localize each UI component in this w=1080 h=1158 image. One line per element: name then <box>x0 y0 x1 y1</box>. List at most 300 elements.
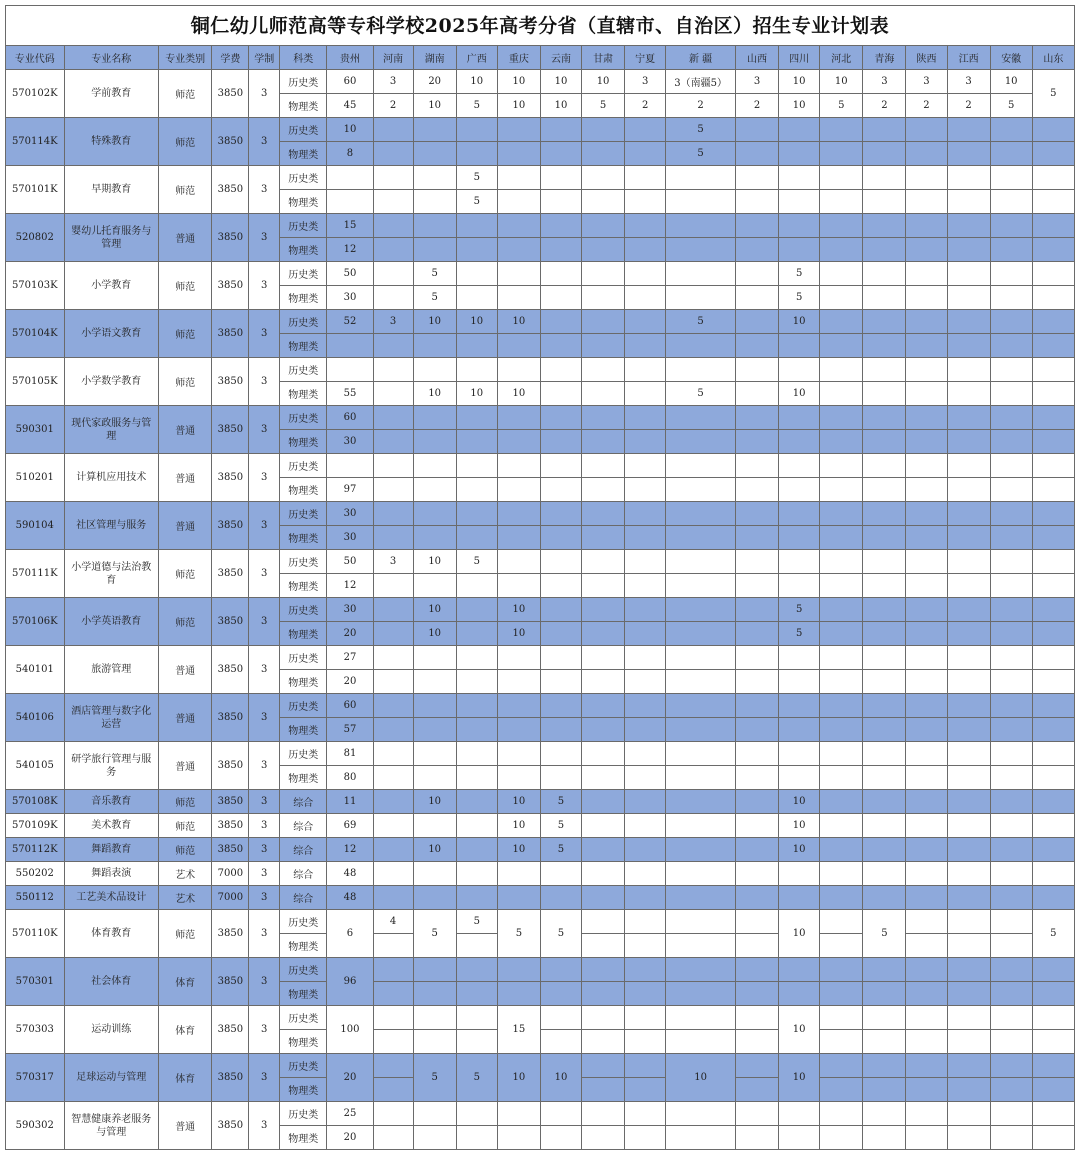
quota-cell <box>779 502 820 526</box>
quota-cell <box>863 382 906 406</box>
quota-cell <box>540 958 581 982</box>
quota-cell: 2 <box>373 94 413 118</box>
header-province: 贵州 <box>327 46 373 70</box>
quota-cell <box>582 982 625 1006</box>
quota-cell <box>413 958 456 982</box>
quota-cell <box>779 238 820 262</box>
quota-cell <box>373 238 413 262</box>
major-type: 普通 <box>159 694 212 742</box>
quota-cell: 5 <box>779 262 820 286</box>
quota-cell <box>990 310 1032 334</box>
quota-cell <box>990 478 1032 502</box>
quota-cell <box>990 334 1032 358</box>
quota-cell <box>736 766 779 790</box>
quota-cell: 3 <box>373 310 413 334</box>
track-label: 历史类 <box>280 214 327 238</box>
quota-cell: 15 <box>497 1006 540 1054</box>
quota-cell <box>373 1006 413 1030</box>
quota-cell <box>736 1054 779 1078</box>
quota-cell <box>906 310 947 334</box>
track-label: 物理类 <box>280 622 327 646</box>
major-type: 普通 <box>159 1102 212 1150</box>
quota-cell: 5 <box>820 94 863 118</box>
major-years: 3 <box>249 550 280 598</box>
quota-cell <box>990 790 1032 814</box>
quota-cell: 10 <box>497 790 540 814</box>
major-code: 570110K <box>6 910 65 958</box>
major-code: 520802 <box>6 214 65 262</box>
quota-cell <box>906 862 947 886</box>
quota-cell <box>863 1054 906 1078</box>
quota-cell <box>625 1054 666 1078</box>
table-row <box>6 550 1075 574</box>
major-code: 570109K <box>6 814 65 838</box>
quota-cell <box>736 1102 779 1126</box>
quota-cell <box>820 214 863 238</box>
quota-cell <box>947 910 990 934</box>
quota-cell <box>820 1102 863 1126</box>
quota-cell: 10 <box>540 70 581 94</box>
major-fee: 7000 <box>212 886 249 910</box>
major-type: 体育 <box>159 1006 212 1054</box>
quota-cell <box>666 910 736 934</box>
quota-cell <box>456 718 497 742</box>
quota-cell <box>373 1078 413 1102</box>
quota-cell <box>666 550 736 574</box>
major-years: 3 <box>249 262 280 310</box>
major-name: 小学道德与法治教育 <box>64 550 158 598</box>
quota-cell <box>863 958 906 982</box>
quota-cell <box>582 694 625 718</box>
quota-cell <box>947 262 990 286</box>
quota-cell <box>863 1030 906 1054</box>
quota-cell <box>990 838 1032 862</box>
quota-cell <box>820 766 863 790</box>
quota-cell <box>1032 838 1074 862</box>
quota-cell <box>413 214 456 238</box>
quota-cell <box>906 790 947 814</box>
quota-cell <box>582 838 625 862</box>
quota-cell <box>540 718 581 742</box>
quota-cell <box>820 1030 863 1054</box>
quota-cell <box>1032 886 1074 910</box>
quota-cell: 60 <box>327 70 373 94</box>
quota-cell <box>456 1102 497 1126</box>
quota-cell: 10 <box>779 1054 820 1102</box>
major-fee: 3850 <box>212 742 249 790</box>
quota-cell <box>990 550 1032 574</box>
quota-cell <box>582 814 625 838</box>
quota-cell: 57 <box>327 718 373 742</box>
quota-cell <box>1032 382 1074 406</box>
quota-cell <box>373 574 413 598</box>
quota-cell: 20 <box>327 1126 373 1150</box>
quota-cell <box>497 670 540 694</box>
quota-cell <box>582 382 625 406</box>
quota-cell <box>582 1126 625 1150</box>
quota-cell <box>373 742 413 766</box>
quota-cell <box>1032 214 1074 238</box>
quota-cell <box>456 574 497 598</box>
quota-cell <box>820 166 863 190</box>
major-code: 570108K <box>6 790 65 814</box>
quota-cell <box>820 910 863 934</box>
quota-cell <box>736 430 779 454</box>
track-label: 历史类 <box>280 550 327 574</box>
quota-cell <box>456 334 497 358</box>
quota-cell <box>990 1030 1032 1054</box>
quota-cell <box>540 262 581 286</box>
quota-cell: 5 <box>540 838 581 862</box>
quota-cell <box>582 166 625 190</box>
quota-cell <box>373 886 413 910</box>
track-label: 历史类 <box>280 454 327 478</box>
quota-cell <box>779 646 820 670</box>
track-label: 物理类 <box>280 478 327 502</box>
quota-cell <box>990 982 1032 1006</box>
quota-cell <box>456 142 497 166</box>
quota-cell <box>820 670 863 694</box>
quota-cell <box>779 1126 820 1150</box>
major-code: 570106K <box>6 598 65 646</box>
quota-cell <box>906 838 947 862</box>
track-label: 历史类 <box>280 958 327 982</box>
header-province: 山东 <box>1032 46 1074 70</box>
quota-cell <box>666 598 736 622</box>
quota-cell <box>666 1126 736 1150</box>
quota-cell <box>990 1078 1032 1102</box>
table-row <box>6 454 1075 478</box>
major-name: 酒店管理与数字化运营 <box>64 694 158 742</box>
quota-cell <box>947 718 990 742</box>
header-province: 江西 <box>947 46 990 70</box>
quota-cell <box>666 166 736 190</box>
quota-cell <box>625 454 666 478</box>
major-fee: 3850 <box>212 118 249 166</box>
quota-cell: 5 <box>863 910 906 958</box>
quota-cell <box>906 814 947 838</box>
quota-cell <box>373 454 413 478</box>
quota-cell <box>497 766 540 790</box>
quota-cell <box>540 550 581 574</box>
quota-cell <box>947 766 990 790</box>
quota-cell <box>947 886 990 910</box>
track-label: 历史类 <box>280 166 327 190</box>
quota-cell <box>947 382 990 406</box>
major-name: 美术教育 <box>64 814 158 838</box>
track-label: 物理类 <box>280 382 327 406</box>
quota-cell <box>990 502 1032 526</box>
quota-cell <box>863 406 906 430</box>
quota-cell <box>947 286 990 310</box>
major-type: 师范 <box>159 598 212 646</box>
quota-cell <box>990 910 1032 934</box>
quota-cell <box>625 742 666 766</box>
quota-cell <box>736 526 779 550</box>
quota-cell <box>990 166 1032 190</box>
quota-cell <box>863 862 906 886</box>
header-type: 专业类别 <box>159 46 212 70</box>
quota-cell <box>1032 862 1074 886</box>
major-years: 3 <box>249 742 280 790</box>
header-province: 安徽 <box>990 46 1032 70</box>
header-province: 山西 <box>736 46 779 70</box>
quota-cell <box>863 118 906 142</box>
quota-cell <box>373 646 413 670</box>
quota-cell: 30 <box>327 430 373 454</box>
quota-cell <box>863 166 906 190</box>
quota-cell <box>497 430 540 454</box>
quota-cell <box>1032 622 1074 646</box>
quota-cell <box>456 934 497 958</box>
quota-cell <box>540 574 581 598</box>
quota-cell <box>820 814 863 838</box>
quota-cell <box>736 262 779 286</box>
major-fee: 3850 <box>212 1006 249 1054</box>
quota-cell: 50 <box>327 262 373 286</box>
quota-cell <box>990 1054 1032 1078</box>
quota-cell <box>779 670 820 694</box>
quota-cell <box>990 238 1032 262</box>
track-label: 综合 <box>280 886 327 910</box>
quota-cell <box>666 1006 736 1030</box>
track-label: 物理类 <box>280 430 327 454</box>
quota-cell <box>947 694 990 718</box>
quota-cell <box>820 1126 863 1150</box>
quota-cell <box>373 838 413 862</box>
quota-cell <box>863 238 906 262</box>
quota-cell <box>666 622 736 646</box>
quota-cell <box>625 838 666 862</box>
quota-cell <box>947 982 990 1006</box>
track-label: 历史类 <box>280 646 327 670</box>
quota-cell: 2 <box>625 94 666 118</box>
quota-cell <box>413 694 456 718</box>
quota-cell <box>373 166 413 190</box>
quota-cell: 10 <box>413 622 456 646</box>
quota-cell <box>736 214 779 238</box>
quota-cell <box>540 502 581 526</box>
quota-cell <box>820 646 863 670</box>
quota-cell <box>1032 142 1074 166</box>
quota-cell <box>1032 334 1074 358</box>
quota-cell <box>456 358 497 382</box>
quota-cell <box>582 310 625 334</box>
quota-cell: 5 <box>666 118 736 142</box>
quota-cell <box>373 598 413 622</box>
quota-cell <box>666 790 736 814</box>
quota-cell <box>779 526 820 550</box>
quota-cell <box>863 814 906 838</box>
quota-cell <box>947 670 990 694</box>
quota-cell <box>820 190 863 214</box>
quota-cell <box>582 190 625 214</box>
quota-cell <box>990 358 1032 382</box>
quota-cell <box>1032 718 1074 742</box>
major-type: 师范 <box>159 838 212 862</box>
quota-cell <box>625 526 666 550</box>
quota-cell: 5 <box>413 286 456 310</box>
quota-cell <box>820 886 863 910</box>
quota-cell <box>906 1006 947 1030</box>
quota-cell <box>373 1126 413 1150</box>
quota-cell <box>906 118 947 142</box>
quota-cell: 5 <box>540 910 581 958</box>
quota-cell <box>497 406 540 430</box>
track-label: 历史类 <box>280 1006 327 1030</box>
quota-cell <box>990 958 1032 982</box>
quota-cell <box>820 934 863 958</box>
quota-cell <box>456 406 497 430</box>
quota-cell <box>906 574 947 598</box>
quota-cell <box>666 502 736 526</box>
quota-cell <box>990 262 1032 286</box>
quota-cell <box>497 646 540 670</box>
header-province: 新 疆 <box>666 46 736 70</box>
quota-cell <box>625 862 666 886</box>
table-title: 铜仁幼儿师范高等专科学校2025年高考分省（直辖市、自治区）招生专业计划表 <box>5 5 1075 45</box>
quota-cell <box>779 478 820 502</box>
quota-cell <box>456 646 497 670</box>
quota-cell <box>373 790 413 814</box>
quota-cell <box>906 742 947 766</box>
quota-cell <box>625 1126 666 1150</box>
major-type: 体育 <box>159 958 212 1006</box>
quota-cell: 20 <box>327 1054 373 1102</box>
major-name: 音乐教育 <box>64 790 158 814</box>
quota-cell: 15 <box>327 214 373 238</box>
quota-cell <box>456 982 497 1006</box>
quota-cell <box>413 190 456 214</box>
track-label: 历史类 <box>280 910 327 934</box>
quota-cell <box>625 574 666 598</box>
quota-cell <box>1032 1006 1074 1030</box>
quota-cell <box>906 598 947 622</box>
quota-cell <box>413 1030 456 1054</box>
major-name: 现代家政服务与管理 <box>64 406 158 454</box>
quota-cell <box>456 526 497 550</box>
table-row <box>6 598 1075 622</box>
major-type: 师范 <box>159 790 212 814</box>
quota-cell: 48 <box>327 862 373 886</box>
quota-cell <box>947 526 990 550</box>
quota-cell <box>1032 646 1074 670</box>
quota-cell <box>582 502 625 526</box>
quota-cell <box>779 550 820 574</box>
quota-cell <box>497 886 540 910</box>
quota-cell <box>820 262 863 286</box>
quota-cell <box>1032 406 1074 430</box>
quota-cell <box>736 358 779 382</box>
quota-cell <box>1032 670 1074 694</box>
quota-cell <box>625 190 666 214</box>
quota-cell <box>373 718 413 742</box>
major-years: 3 <box>249 502 280 550</box>
quota-cell <box>906 214 947 238</box>
quota-cell <box>582 790 625 814</box>
quota-cell <box>540 646 581 670</box>
quota-cell <box>906 526 947 550</box>
quota-cell <box>947 334 990 358</box>
quota-cell <box>413 406 456 430</box>
quota-cell <box>947 838 990 862</box>
major-years: 3 <box>249 814 280 838</box>
quota-cell <box>373 358 413 382</box>
quota-cell <box>863 526 906 550</box>
table-row <box>6 646 1075 670</box>
major-years: 3 <box>249 166 280 214</box>
quota-cell <box>540 1030 581 1054</box>
quota-cell: 81 <box>327 742 373 766</box>
major-fee: 3850 <box>212 70 249 118</box>
quota-cell <box>497 1102 540 1126</box>
quota-cell <box>736 238 779 262</box>
quota-cell <box>863 1126 906 1150</box>
quota-cell <box>456 814 497 838</box>
quota-cell: 10 <box>497 1054 540 1102</box>
quota-cell <box>990 694 1032 718</box>
quota-cell <box>947 622 990 646</box>
quota-cell <box>820 286 863 310</box>
quota-cell <box>820 454 863 478</box>
major-code: 570105K <box>6 358 65 406</box>
quota-cell <box>625 478 666 502</box>
quota-cell <box>736 718 779 742</box>
major-name: 研学旅行管理与服务 <box>64 742 158 790</box>
quota-cell: 3 <box>906 70 947 94</box>
table-row <box>6 1054 1075 1078</box>
quota-cell <box>666 742 736 766</box>
quota-cell <box>779 166 820 190</box>
quota-cell <box>373 478 413 502</box>
quota-cell <box>820 718 863 742</box>
track-label: 物理类 <box>280 670 327 694</box>
quota-cell <box>666 934 736 958</box>
quota-cell: 5 <box>540 790 581 814</box>
quota-cell <box>947 142 990 166</box>
track-label: 物理类 <box>280 334 327 358</box>
quota-cell <box>779 1102 820 1126</box>
quota-cell: 10 <box>497 838 540 862</box>
quota-cell <box>373 862 413 886</box>
quota-cell <box>497 118 540 142</box>
major-type: 师范 <box>159 70 212 118</box>
quota-cell <box>820 838 863 862</box>
quota-cell <box>373 526 413 550</box>
quota-cell: 4 <box>373 910 413 934</box>
major-code: 570303 <box>6 1006 65 1054</box>
quota-cell <box>540 286 581 310</box>
header-province: 重庆 <box>497 46 540 70</box>
major-years: 3 <box>249 406 280 454</box>
major-years: 3 <box>249 358 280 406</box>
quota-cell: 69 <box>327 814 373 838</box>
quota-cell: 96 <box>327 958 373 1006</box>
table-row <box>6 790 1075 814</box>
table-row <box>6 166 1075 190</box>
quota-cell <box>906 622 947 646</box>
quota-cell <box>666 862 736 886</box>
quota-cell: 30 <box>327 502 373 526</box>
track-label: 物理类 <box>280 1078 327 1102</box>
quota-cell <box>413 502 456 526</box>
quota-cell <box>666 574 736 598</box>
quota-cell <box>540 214 581 238</box>
major-fee: 3850 <box>212 454 249 502</box>
quota-cell: 10 <box>413 94 456 118</box>
quota-cell <box>863 790 906 814</box>
quota-cell <box>540 622 581 646</box>
